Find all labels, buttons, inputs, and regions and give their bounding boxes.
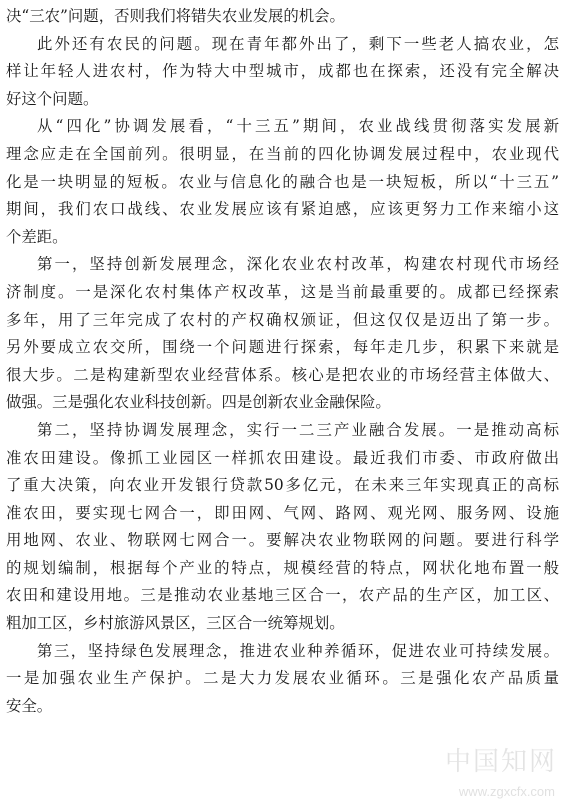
- text-line: 了重大决策，向农业开发银行贷款50多亿元，在未来三年实现真正的高标: [6, 476, 559, 495]
- text-line: 济制度。一是深化农村集体产权改革，这是当前最重要的。成都已经探索: [6, 282, 559, 301]
- text-line: 一是加强农业生产保护。二是大力发展农业循环。三是强化农产品质量: [6, 669, 559, 688]
- text-line: 化是一块明显的短板。农业与信息化的融合也是一块短板，所以“十三五”: [6, 172, 559, 191]
- text-line: 从“四化”协调发展看，“十三五”期间，农业战线贯彻落实发展新: [37, 117, 559, 136]
- text-line: 此外还有农民的问题。现在青年都外出了，剩下一些老人搞农业，怎: [37, 34, 559, 53]
- text-line: 个差距。: [6, 227, 68, 246]
- text-line: 用地网、农业、物联网七网合一。要解决农业物联网的问题。要进行科学: [6, 531, 559, 550]
- text-line: 好这个问题。: [6, 89, 99, 108]
- text-line: 安全。: [6, 696, 53, 715]
- text-line: 准农田，要实现七网合一，即田网、气网、路网、观光网、服务网、设施: [6, 503, 559, 522]
- text-line: 很大步。二是构建新型农业经营体系。核心是把农业的市场经营主体做大、: [6, 365, 559, 384]
- text-line: 粗加工区，乡村旅游风景区，三区合一统筹规划。: [6, 614, 345, 633]
- text-line: 样让年轻人进农村，作为特大中型城市，成都也在探索，还没有完全解决: [6, 62, 559, 81]
- text-line: 农田和建设用地。三是推动农业基地三区合一，农产品的生产区，加工区、: [6, 586, 559, 605]
- text-line: 第二，坚持协调发展理念，实行一二三产业融合发展。一是推动高标: [37, 420, 559, 439]
- document-body: [6, 3, 559, 720]
- text-line: 的规划编制，根据每个产业的特点，规模经营的特点，网状化地布置一般: [6, 558, 559, 577]
- text-line: 第三，坚持绿色发展理念，推进农业种养循环，促进农业可持续发展。: [37, 641, 559, 660]
- text-line: 理念应走在全国前列。很明显，在当前的四化协调发展过程中，农业现代: [6, 144, 559, 163]
- text-line: 决“三农”问题，否则我们将错失农业发展的机会。: [6, 7, 345, 25]
- text-line: 准农田建设。像抓工业园区一样抓农田建设。最近我们市委、市政府做出: [6, 448, 559, 467]
- text-line: 期间，我们农口战线、农业发展应该有紧迫感，应该更努力工作来缩小这: [6, 200, 559, 219]
- text-line: 第一，坚持创新发展理念，深化农业农村改革，构建农村现代市场经: [37, 255, 559, 274]
- text-line: 多年，用了三年完成了农村的产权确权颁证，但这仅仅是迈出了第一步。: [6, 310, 559, 329]
- text-line: 另外要成立农交所，围绕一个问题进行探索，每年走几步，积累下来就是: [6, 338, 559, 357]
- watermark-logo-text: 中国知网: [444, 747, 557, 777]
- watermark-url: www.zgxcfx.com: [458, 784, 555, 799]
- site-watermark: [407, 741, 557, 801]
- text-line: 做强。三是强化农业科技创新。四是创新农业金融保险。: [6, 393, 391, 412]
